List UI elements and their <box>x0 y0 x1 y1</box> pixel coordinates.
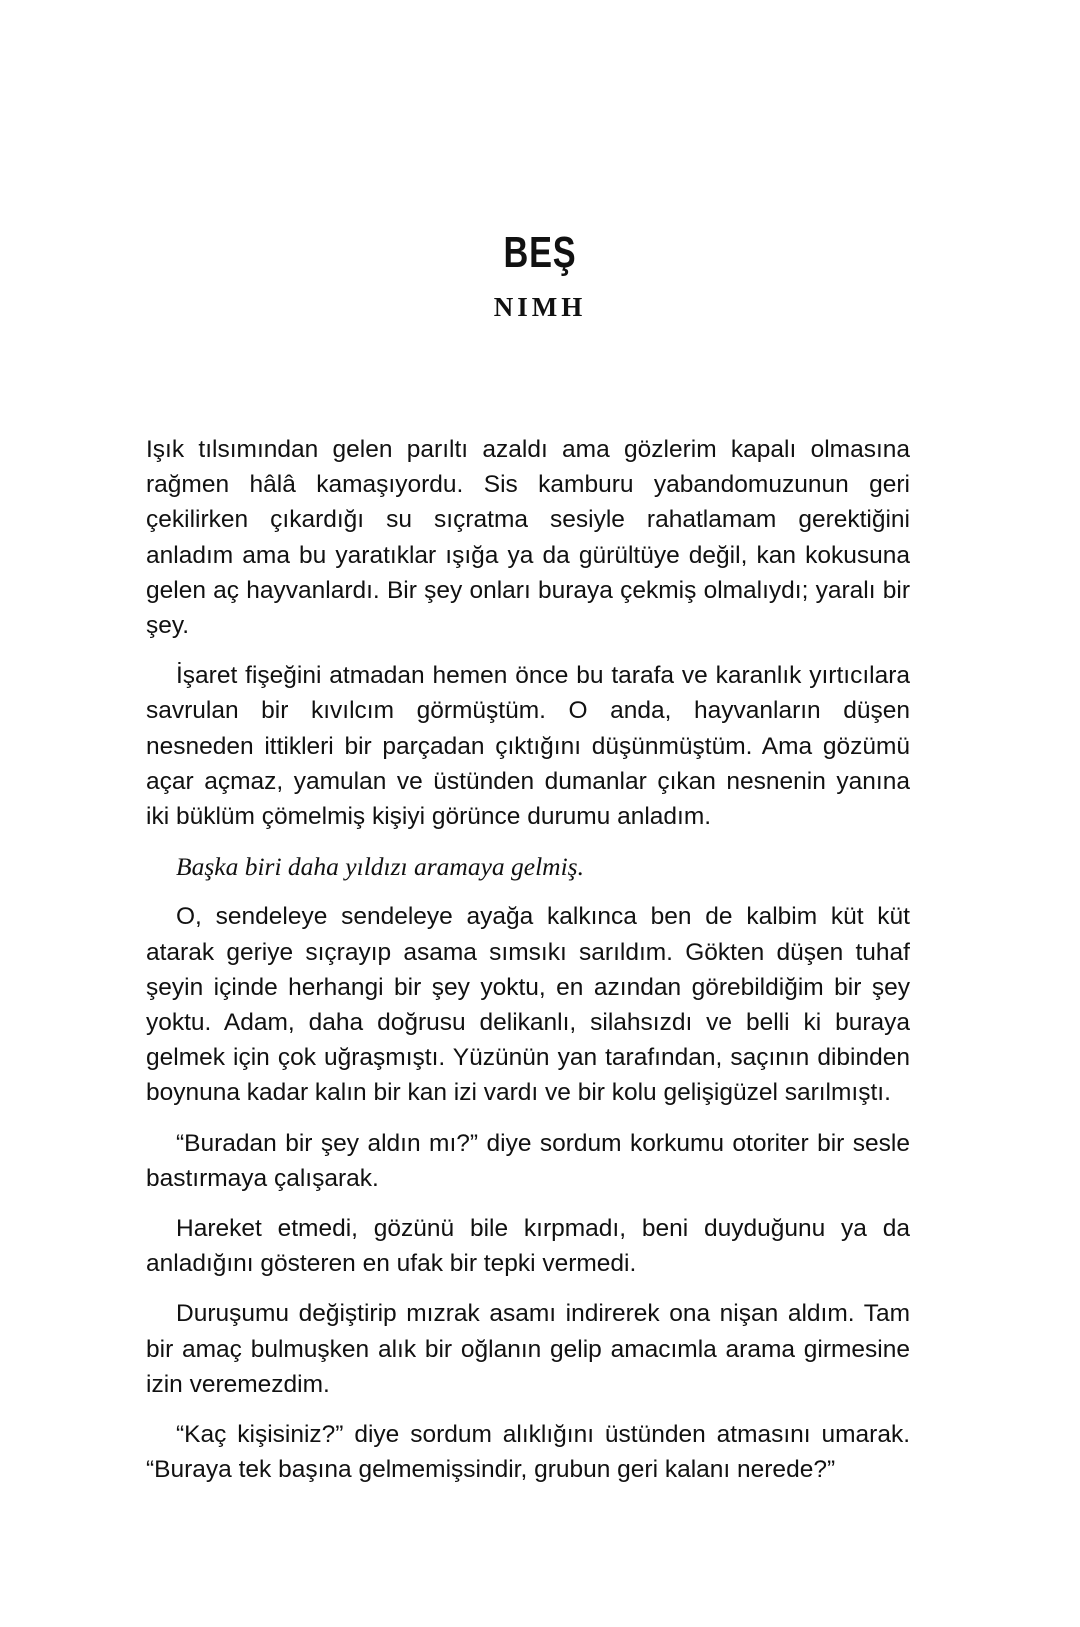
paragraph: O, sendeleye sendeleye ayağa kalkınca ben de kalbim küt küt atarak geriye sıçrayıp asama sımsıkı sarıldım. Gökten düşen tuhaf şeyin içinde herhangi bir şey yoktu, en azından görebildiğim bir şey yoktu. Adam, daha doğrusu delikanlı, silahsızdı ve belli ki buraya gelmek için çok uğraşmıştı. Yüzünün yan tarafından, saçının dibinden boynuna kadar kalın bir kan izi vardı ve bir kolu gelişigüzel sarılmıştı. <box>146 903 910 1107</box>
paragraph: Işık tılsımından gelen parıltı azaldı ama gözlerim kapalı olmasına rağmen hâlâ kamaşıyordu. Sis kamburu yabandomuzunun geri çekilirken çıkardığı su sıçratma sesiyle rahatlamam gerektiğini anladım ama bu yaratıklar ışığa ya da gürültüye değil, kan kokusuna gelen aç hayvanlardı. Bir şey onları buraya çekmiş olmalıydı; yaralı bir şey. <box>146 436 910 640</box>
paragraph: Hareket etmedi, gözünü bile kırpmadı, beni duyduğunu ya da anladığını gösteren en ufak bir tepki vermedi. <box>146 1215 910 1278</box>
paragraph: İşaret fişeğini atmadan hemen önce bu tarafa ve karanlık yırtıcılara savrulan bir kıvılcım görmüştüm. O anda, hayvanların düşen nesneden ittikleri bir parçadan çıktığını düşünmüştüm. Ama gözümü açar açmaz, yamulan ve üstünden dumanlar çıkan nesnenin yanına iki büklüm çömelmiş kişiyi görünce durumu anladım. <box>146 662 910 831</box>
dialogue-paragraph: “Kaç kişisiniz?” diye sordum alıklığını üstünden atmasını umarak. “Buraya tek başına gelmemişsindir, grubun geri kalanı nerede?” <box>146 1421 910 1484</box>
italic-thought: Başka biri daha yıldızı aramaya gelmiş. <box>176 852 584 882</box>
chapter-title: NIMH <box>493 292 587 322</box>
chapter-body <box>146 432 910 1502</box>
chapter-number: BEŞ <box>503 228 577 277</box>
paragraph: Duruşumu değiştirip mızrak asamı indirerek ona nişan aldım. Tam bir amaç bulmuşken alık bir oğlanın gelip amacımla arama girmesine izin veremezdim. <box>146 1300 910 1398</box>
dialogue-paragraph: “Buradan bir şey aldın mı?” diye sordum korkumu otoriter bir sesle bastırmaya çalışarak. <box>146 1129 910 1192</box>
